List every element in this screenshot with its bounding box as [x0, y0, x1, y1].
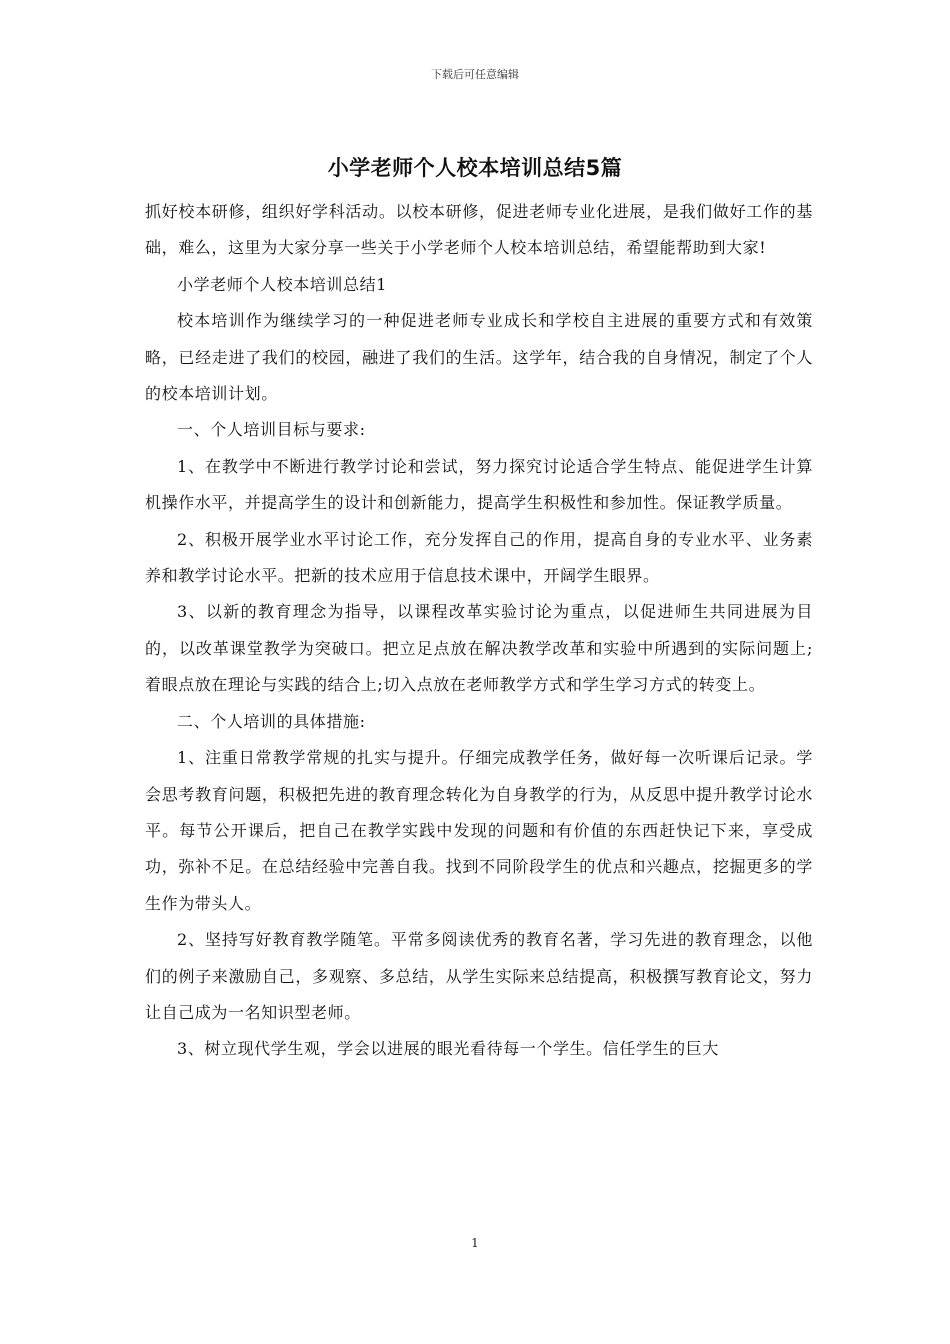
body-paragraph: 校本培训作为继续学习的一种促进老师专业成长和学校自主进展的重要方式和有效策略，已经走进了我们的校园，融进了我们的生活。这学年，结合我的自身情况，制定了个人的校本培训计划。: [145, 311, 813, 404]
subheading-measures: 二、个人培训的具体措施:: [177, 711, 366, 731]
page-number: 1: [471, 1236, 479, 1250]
body-paragraph: 3、以新的教育理念为指导，以课程改革实验讨论为重点，以促进师生共同进展为目的，以改革课堂教学为突破口。把立足点放在解决教学改革和实验中所遇到的实际问题上;着眼点放在理论与实践的结合上;切入点放在老师教学方式和学生学习方式的转变上。: [145, 602, 813, 695]
header-note: 下载后可任意编辑: [431, 68, 519, 81]
body-paragraph: 2、坚持写好教育教学随笔。平常多阅读优秀的教育名著，学习先进的教育理念，以他们的例子来激励自己，多观察、多总结，从学生实际来总结提高，积极撰写教育论文，努力让自己成为一名知识型老师。: [145, 930, 813, 1022]
intro-paragraph: 抓好校本研修，组织好学科活动。以校本研修，促进老师专业化进展，是我们做好工作的基础，难么，这里为大家分享一些关于小学老师个人校本培训总结，希望能帮助到大家!: [145, 202, 813, 258]
section-heading-1: 小学老师个人校本培训总结1: [177, 274, 387, 294]
document-title: 小学老师个人校本培训总结5篇: [327, 156, 623, 180]
document-body: [145, 194, 813, 1068]
subheading-goals: 一、个人培训目标与要求:: [177, 420, 366, 440]
body-paragraph: 2、积极开展学业水平讨论工作，充分发挥自己的作用，提高自身的专业水平、业务素养和教学讨论水平。把新的技术应用于信息技术课中，开阔学生眼界。: [145, 529, 813, 586]
body-paragraph: 1、注重日常教学常规的扎实与提升。仔细完成教学任务，做好每一次听课后记录。学会思考教育问题，积极把先进的教育理念转化为自身教学的行为，从反思中提升教学讨论水平。每节公开课后，把自己在教学实践中发现的问题和有价值的东西赶快记下来，享受成功，弥补不足。在总结经验中完善自我。找到不同阶段学生的优点和兴趣点，挖掘更多的学生作为带头人。: [145, 748, 813, 913]
body-paragraph: 3、树立现代学生观，学会以进展的眼光看待每一个学生。信任学生的巨大: [177, 1039, 719, 1059]
body-paragraph: 1、在教学中不断进行教学讨论和尝试，努力探究讨论适合学生特点、能促进学生计算机操作水平，并提高学生的设计和创新能力，提高学生积极性和参加性。保证教学质量。: [145, 456, 813, 513]
